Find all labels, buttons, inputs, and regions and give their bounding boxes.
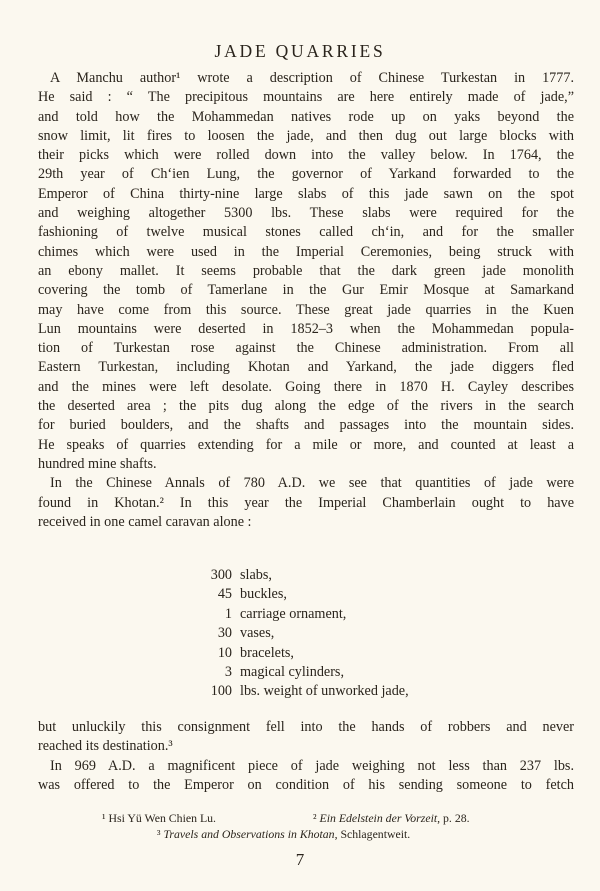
- item-name: slabs,: [240, 567, 272, 583]
- text-line: A Manchu author¹ wrote a description of Chinese Turkestan in 1777.: [50, 70, 574, 86]
- item-name: carriage ornament,: [240, 605, 347, 622]
- main-text: [38, 69, 574, 532]
- list-item: [202, 566, 409, 585]
- paragraph-3: [38, 718, 574, 757]
- item-quantity: 3: [224, 664, 232, 681]
- footnote-1: ¹ Hsi Yü Wen Chien Lu.: [102, 811, 216, 825]
- footnote-rest: , Schlagentweit.: [334, 827, 411, 841]
- text-line: found in Khotan.² In this year the Imperial Chamberlain ought to have: [38, 494, 574, 511]
- item-name: vases,: [240, 625, 275, 642]
- text-line: In the Chinese Annals of 780 A.D. we see that quantities of jade were: [50, 475, 574, 492]
- footnote-title: Ein Edelstein der Vorzeit: [319, 811, 438, 825]
- text-line: Lun mountains were deserted in 1852–3 when the Mohammedan popula-: [38, 320, 574, 337]
- text-line: for buried boulders, and the shafts and passages into the mountain sides.: [38, 417, 574, 434]
- item-name: lbs. weight of unworked jade,: [240, 683, 409, 700]
- text-line: their picks which were rolled down into the valley below. In 1764, the: [38, 147, 574, 164]
- text-line: chimes which were used in the Imperial Ceremonies, being struck with: [38, 243, 574, 260]
- text-line: snow limit, lit fires to loosen the jade, and then dug out large blocks with: [38, 127, 574, 144]
- text-line: and told how the Mohammedan natives rode up on yaks beyond the: [38, 108, 574, 125]
- footnote-rest: , p. 28.: [437, 811, 470, 825]
- item-name: magical cylinders,: [240, 664, 345, 681]
- text-line: and the mines were left desolate. Going there in 1870 H. Cayley describes: [38, 378, 574, 395]
- paragraph-2: [38, 474, 574, 532]
- continuation-text: [38, 718, 574, 795]
- text-line: In 969 A.D. a magnificent piece of jade weighing not less than 237 lbs.: [50, 757, 574, 774]
- text-line: hundred mine shafts.: [38, 455, 157, 472]
- text-line: Eastern Turkestan, including Khotan and Yarkand, the jade diggers fled: [38, 359, 574, 376]
- text-line: but unluckily this consignment fell into the hands of robbers and never: [38, 719, 574, 735]
- paragraph-4: [38, 757, 574, 796]
- text-line: 29th year of Ch‘ien Lung, the governor of Yarkand forwarded to the: [38, 166, 574, 183]
- item-quantity: 10: [217, 644, 232, 661]
- item-name: bracelets,: [240, 644, 294, 661]
- footnote-mark: ³: [157, 827, 161, 841]
- list-item: [202, 682, 409, 701]
- text-line: covering the tomb of Tamerlane in the Gur Emir Mosque at Samarkand: [38, 282, 574, 299]
- text-line: tion of Turkestan rose against the Chinese administration. From all: [38, 340, 574, 357]
- item-quantity: 45: [217, 586, 232, 603]
- text-line: received in one camel caravan alone :: [38, 513, 252, 530]
- list-item: [202, 663, 409, 682]
- text-line: the deserted area ; the pits dug along the edge of the rivers in the search: [38, 398, 574, 415]
- footnote-row: [38, 810, 574, 826]
- page-number: 7: [295, 850, 305, 869]
- caravan-list: [202, 566, 409, 702]
- text-line: Emperor of China thirty-nine large slabs of this jade sawn on the spot: [38, 185, 574, 202]
- text-line: was offered to the Emperor on condition of his sending someone to fetch: [38, 776, 574, 793]
- list-item: [202, 644, 409, 663]
- footnote-2: [313, 810, 470, 826]
- item-name: buckles,: [240, 586, 287, 603]
- page-title: JADE QUARRIES: [214, 41, 386, 61]
- text-line: fashioning of twelve musical stones called ch‘in, and for the smaller: [38, 224, 574, 241]
- item-quantity: 100: [210, 683, 232, 700]
- footnote-title: Travels and Observations in Khotan: [163, 827, 335, 841]
- text-line: reached its destination.³: [38, 738, 173, 755]
- item-quantity: 1: [224, 605, 232, 622]
- text-line: may have come from this source. These great jade quarries in the Kuen: [38, 301, 574, 318]
- footnote-mark: ²: [313, 811, 317, 825]
- footnotes: [38, 810, 574, 841]
- list-item: [202, 605, 409, 624]
- text-line: He speaks of quarries extending for a mile or more, and counted at least a: [38, 436, 574, 453]
- list-item: [202, 624, 409, 643]
- footnote-3: [157, 826, 410, 842]
- paragraph-1: [38, 69, 574, 474]
- list-item: [202, 585, 409, 604]
- item-quantity: 300: [210, 567, 232, 583]
- text-line: He said : “ The precipitous mountains are here entirely made of jade,”: [38, 89, 574, 106]
- item-quantity: 30: [217, 625, 232, 642]
- text-line: and weighing altogether 5300 lbs. These slabs were required for the: [38, 205, 574, 222]
- text-line: an ebony mallet. It seems probable that the dark green jade monolith: [38, 262, 574, 279]
